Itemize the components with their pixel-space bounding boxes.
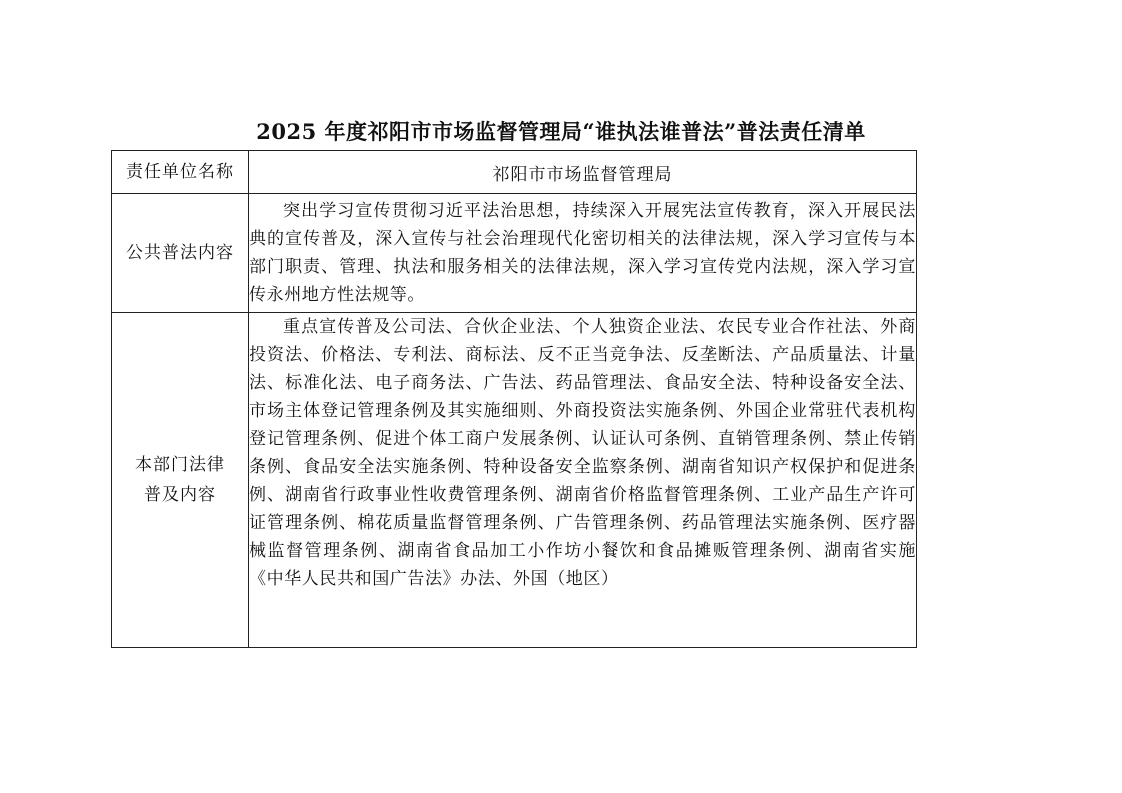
row-label-line: 本部门法律 — [135, 455, 225, 475]
row-label-dept-content — [112, 313, 249, 648]
unit-name-value: 祁阳市市场监督管理局 — [249, 151, 917, 194]
row-label-line: 普及内容 — [144, 485, 216, 505]
document-title: 2025 年度祁阳市市场监督管理局“谁执法谁普法”普法责任清单 — [256, 119, 866, 144]
dept-content-text: 重点宣传普及公司法、合伙企业法、个人独资企业法、农民专业合作社法、外商投资法、价格法、专利法、商标法、反不正当竞争法、反垄断法、产品质量法、计量法、标准化法、电子商务法、广告法、药品管理法、食品安全法、特种设备安全法、市场主体登记管理条例及其实施细则、外商投资法实施条例、外国企业常驻代表机构登记管理条例、促进个体工商户发展条例、认证认可条例、直销管理条例、禁止传销条例、食品安全法实施条例、特种设备安全监察条例、湖南省知识产权保护和促进条例、湖南省行政事业性收费管理条例、湖南省价格监督管理条例、工业产品生产许可证管理条例、棉花质量监督管理条例、广告管理条例、药品管理法实施条例、医疗器械监督管理条例、湖南省食品加工小作坊小餐饮和食品摊贩管理条例、湖南省实施《中华人民共和国广告法》办法、外国（地区） — [249, 313, 917, 648]
public-content-text: 突出学习宣传贯彻习近平法治思想，持续深入开展宪法宣传教育，深入开展民法典的宣传普及，深入宣传与社会治理现代化密切相关的法律法规，深入学习宣传与本部门职责、管理、执法和服务相关的法律法规，深入学习宣传党内法规，深入学习宣传永州地方性法规等。 — [249, 194, 917, 313]
table-row — [112, 194, 917, 313]
table-row — [112, 151, 917, 194]
responsibility-table — [111, 150, 917, 648]
row-label-public-content: 公共普法内容 — [112, 194, 249, 313]
table-row — [112, 313, 917, 648]
row-label-unit-name: 责任单位名称 — [112, 151, 249, 194]
